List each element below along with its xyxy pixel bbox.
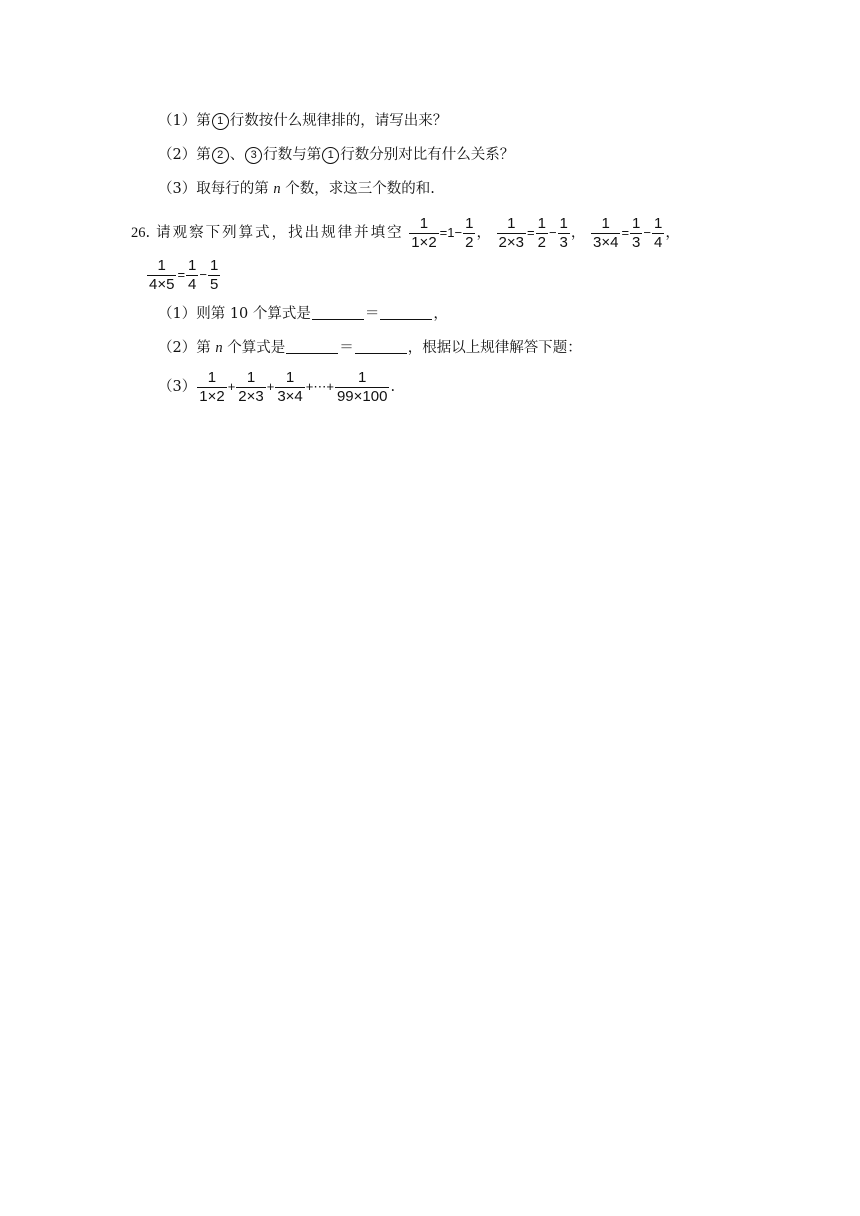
comma: ， (570, 225, 586, 241)
minus-sign: − (643, 225, 651, 240)
q26-intro-text: 请观察下列算式，找出规律并填空 (156, 225, 404, 241)
comma: ， (665, 225, 680, 241)
fraction: $\frac{1}{5}$ (209, 256, 219, 293)
ellipsis-sum: +⋯+ (305, 379, 334, 394)
q26-part3-prefix: （3） (158, 379, 197, 395)
q26-part3 (158, 366, 395, 408)
q26-intro-line (131, 213, 680, 253)
comma: ， (476, 225, 491, 241)
q26-part2-text: 个算式是 (227, 340, 286, 356)
circled-number: 1 (212, 113, 229, 130)
minus-sign: − (454, 225, 463, 240)
fraction: $\frac{1}{3}$ (559, 214, 568, 251)
fraction: $\frac{1}{2}$ (537, 214, 546, 251)
question-dot: . (145, 225, 151, 241)
q25-part2-end: 行数分别对比有什么关系？ (340, 147, 515, 163)
fraction: $\frac{1}{2}$ (465, 214, 474, 251)
q25-part3-text: 个数，求这三个数的和. (285, 181, 435, 197)
circled-number: 2 (212, 147, 229, 164)
fraction: $\frac{1}{2\times 3}$ (238, 368, 264, 405)
q26-part2-end: ，根据以上规律解答下题： (407, 340, 582, 356)
equals-sign: = (177, 267, 186, 282)
q25-part1-text: 行数按什么规律排的，请写出来？ (229, 113, 448, 129)
q26-part2-prefix: （2）第 (158, 340, 211, 356)
separator: 、 (229, 147, 245, 163)
question-number: 26 (131, 225, 146, 241)
equals-sign: ＝ (339, 340, 354, 356)
answer-blank[interactable] (312, 305, 364, 320)
equals-sign: = (621, 225, 630, 240)
fraction: $\frac{1}{4}$ (188, 256, 197, 293)
q25-part2-text: 行数与第 (263, 147, 322, 163)
fraction: $\frac{1}{3\times 4}$ (277, 368, 303, 405)
answer-blank[interactable] (380, 305, 432, 320)
fraction: $\frac{1}{4\times 5}$ (149, 256, 175, 293)
q25-part2 (158, 145, 514, 165)
fraction: $\frac{1}{1\times 2}$ (199, 368, 225, 405)
q26-part1 (158, 304, 448, 324)
variable-n: n (215, 340, 223, 356)
period: . (390, 379, 396, 395)
fraction: $\frac{1}{3}$ (632, 214, 641, 251)
minus-sign: − (548, 225, 557, 240)
fraction: $\frac{1}{2\times 3}$ (498, 214, 524, 251)
equals-sign: ＝ (364, 306, 380, 322)
equals-sign: = (527, 225, 535, 240)
q26-fourth-formula (146, 255, 221, 295)
plus-sign: + (266, 379, 275, 394)
fraction: $\frac{1}{99\times 100}$ (336, 368, 388, 405)
q26-part1-text: （1）则第 10 个算式是 (158, 306, 311, 322)
variable-n: n (273, 181, 281, 197)
fraction: $\frac{1}{4}$ (653, 214, 663, 251)
equals-sign: = (439, 225, 448, 240)
circled-number: 1 (322, 147, 339, 164)
q25-part3-prefix: （3）取每行的第 (158, 181, 269, 197)
answer-blank[interactable] (355, 339, 407, 354)
q25-part1-prefix: （1）第 (158, 113, 211, 129)
q25-part3 (158, 179, 435, 199)
answer-blank[interactable] (286, 339, 338, 354)
q25-part2-prefix: （2）第 (158, 147, 211, 163)
fraction: $\frac{1}{1\times 2}$ (411, 214, 437, 251)
q26-part2 (158, 338, 582, 358)
plus-sign: + (227, 379, 236, 394)
minus-sign: − (199, 267, 207, 282)
q25-part1 (158, 111, 447, 131)
comma: ， (433, 306, 448, 322)
circled-number: 3 (245, 147, 262, 164)
fraction: $\frac{1}{3\times 4}$ (592, 214, 619, 251)
number: 1 (447, 225, 455, 240)
